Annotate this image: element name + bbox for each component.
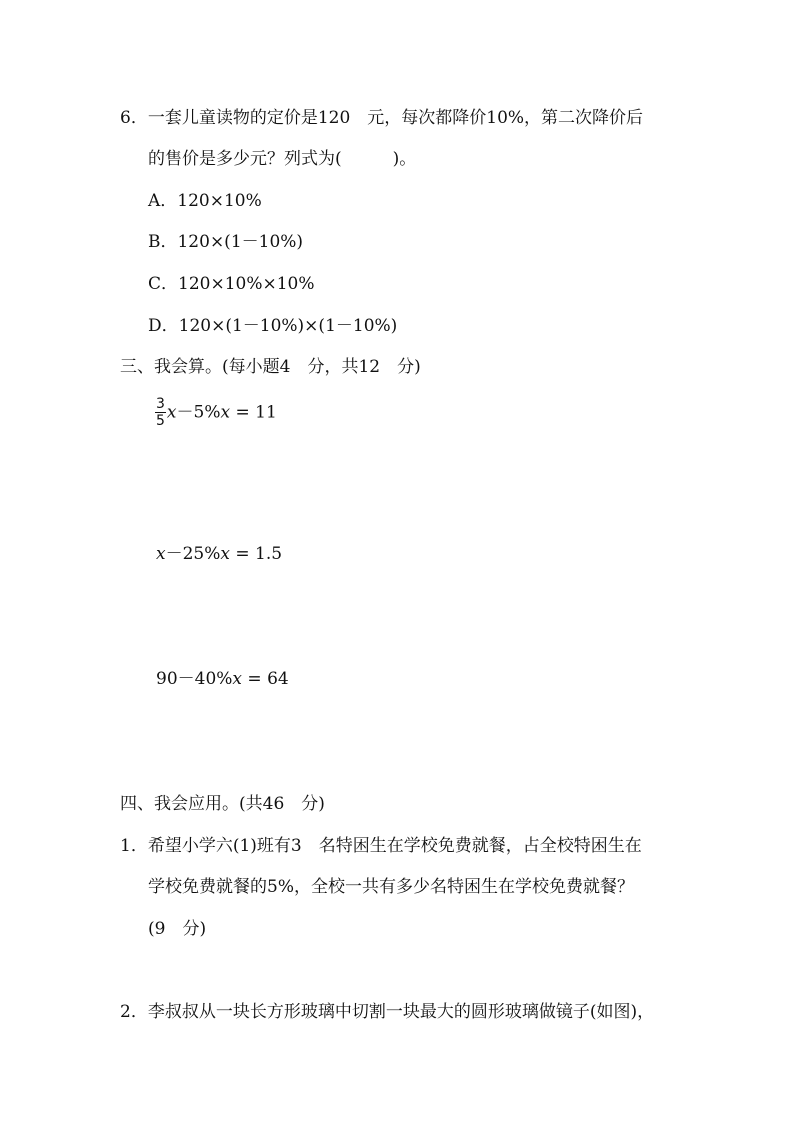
equation-3 [156, 668, 289, 690]
equation-term: －5% [176, 402, 221, 423]
fraction-numerator: 3 [156, 396, 165, 412]
equation-1 [155, 396, 277, 429]
application-1-line-1: 1．希望小学六(1)班有3 名特困生在学校免费就餐，占全校特困生在 [120, 836, 642, 856]
variable-x: x [232, 669, 243, 689]
section-3-heading: 三、我会算。(每小题4 分，共12 分) [120, 357, 421, 377]
equation-2 [156, 543, 282, 565]
section-4-heading: 四、我会应用。(共46 分) [120, 794, 325, 814]
fraction [155, 396, 166, 429]
variable-x: x [156, 544, 166, 564]
question-6-line-2: 的售价是多少元？列式为( )。 [148, 149, 417, 169]
variable-x: x [220, 544, 230, 564]
variable-x: x [166, 402, 177, 423]
equation-rhs: = 64 [242, 669, 289, 689]
option-c: C．120×10%×10% [148, 274, 315, 294]
fraction-denominator: 5 [156, 413, 165, 429]
equation-rhs: = 11 [230, 402, 277, 423]
option-b: B．120×(1－10%) [148, 232, 304, 252]
equation-term: 90－40% [156, 669, 233, 689]
option-d: D．120×(1－10%)×(1－10%) [148, 316, 398, 336]
equation-term: －25% [165, 544, 221, 564]
equation-rhs: = 1.5 [229, 544, 283, 564]
option-a: A．120×10% [148, 191, 262, 211]
application-2-line-1: 2．李叔叔从一块长方形玻璃中切割一块最大的圆形玻璃做镜子(如图)， [120, 1002, 655, 1022]
question-6-line-1: 6．一套儿童读物的定价是120 元，每次都降价10%，第二次降价后 [120, 108, 644, 128]
variable-x: x [220, 402, 231, 423]
application-1-line-2: 学校免费就餐的5%，全校一共有多少名特困生在学校免费就餐？ [148, 877, 634, 897]
application-1-points: (9 分) [148, 919, 207, 939]
